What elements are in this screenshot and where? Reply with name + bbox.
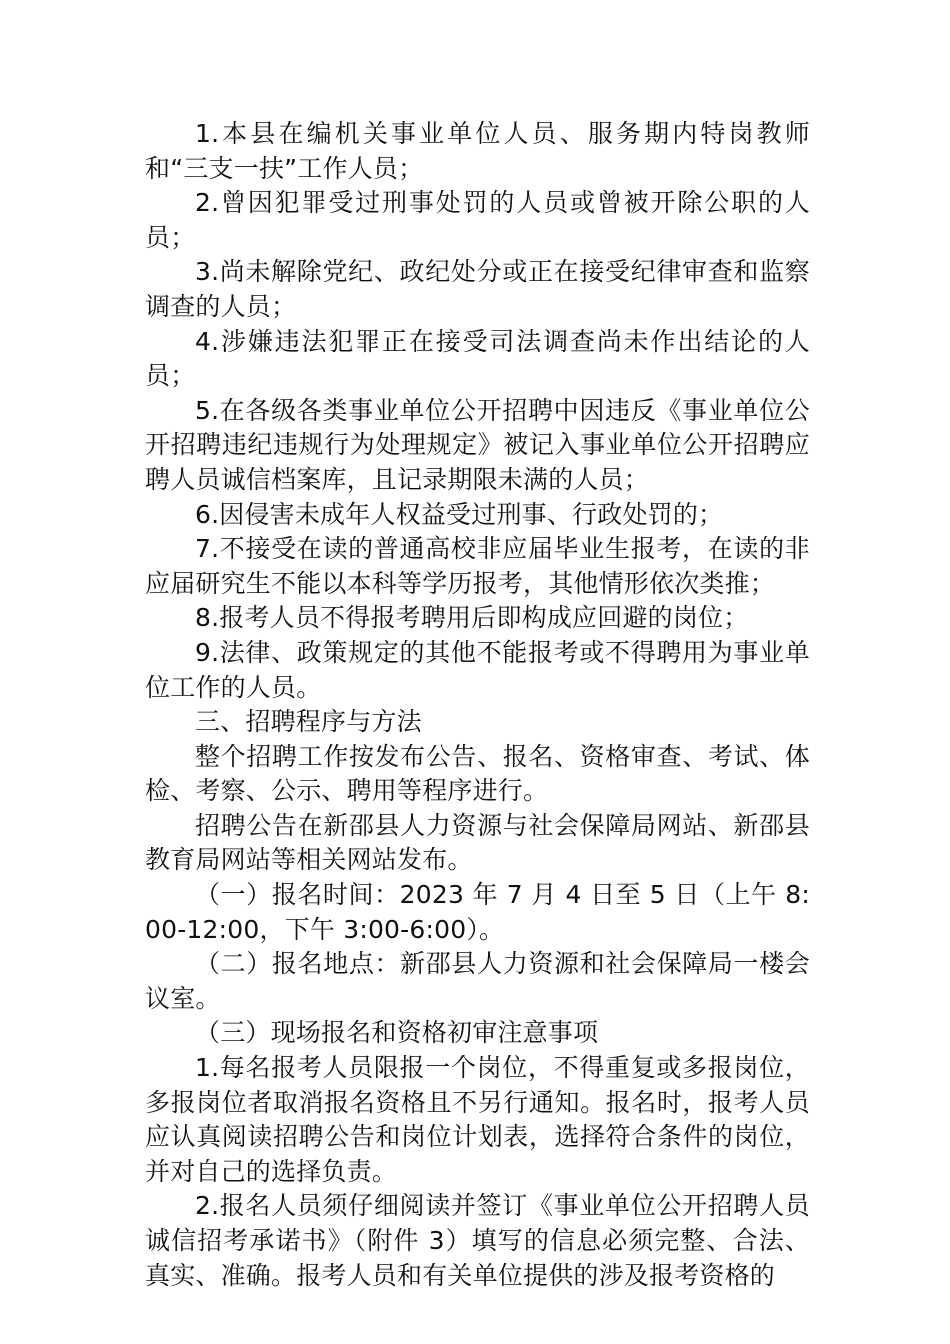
restriction-item-5: 5.在各级各类事业单位公开招聘中因违反《事业单位公开招聘违纪违规行为处理规定》被记入事业单位公开招聘应聘人员诚信档案库，且记录期限未满的人员； xyxy=(145,395,810,494)
registration-location: （二）报名地点：新邵县人力资源和社会保障局一楼会议室。 xyxy=(145,949,810,1013)
announcement-publishing: 招聘公告在新邵县人力资源与社会保障局网站、新邵县教育局网站等相关网站发布。 xyxy=(145,810,810,875)
restriction-item-8: 8.报考人员不得报考聘用后即构成应回避的岗位； xyxy=(195,603,749,633)
section-heading-procedure: 三、招聘程序与方法 xyxy=(195,707,422,737)
restriction-item-6: 6.因侵害未成年人权益受过刑事、行政处罚的； xyxy=(195,499,724,529)
subsection-heading-notes: （三）现场报名和资格初审注意事项 xyxy=(195,1018,599,1048)
restriction-item-2: 2.曾因犯罪受过刑事处罚的人员或曾被开除公职的人员； xyxy=(145,188,810,252)
restriction-item-4: 4.涉嫌违法犯罪正在接受司法调查尚未作出结论的人员； xyxy=(145,326,810,391)
restriction-item-7: 7.不接受在读的普通高校非应届毕业生报考，在读的非应届研究生不能以本科等学历报考，其他情形依次类推； xyxy=(145,534,810,598)
note-item-1: 1.每名报考人员限报一个岗位，不得重复或多报岗位，多报岗位者取消报名资格且不另行通知。报名时，报考人员应认真阅读招聘公告和岗位计划表，选择符合条件的岗位，并对自己的选择负责。 xyxy=(145,1053,810,1186)
note-item-2: 2.报名人员须仔细阅读并签订《事业单位公开招聘人员诚信招考承诺书》（附件 3）填写的信息必须完整、合法、真实、准确。报考人员和有关单位提供的涉及报考资格的 xyxy=(145,1191,810,1290)
restriction-item-9: 9.法律、政策规定的其他不能报考或不得聘用为事业单位工作的人员。 xyxy=(145,637,810,702)
restriction-item-3: 3.尚未解除党纪、政纪处分或正在接受纪律审查和监察调查的人员； xyxy=(145,257,810,321)
registration-time: （一）报名时间：2023 年 7 月 4 日至 5 日（上午 8:00-12:00，下午 3:00-6:00）。 xyxy=(145,880,810,944)
restriction-item-1: 1.本县在编机关事业单位人员、服务期内特岗教师和“三支一扶”工作人员； xyxy=(145,119,810,183)
document-page xyxy=(145,117,810,1293)
procedure-overview: 整个招聘工作按发布公告、报名、资格审查、考试、体检、考察、公示、聘用等程序进行。 xyxy=(145,741,810,806)
